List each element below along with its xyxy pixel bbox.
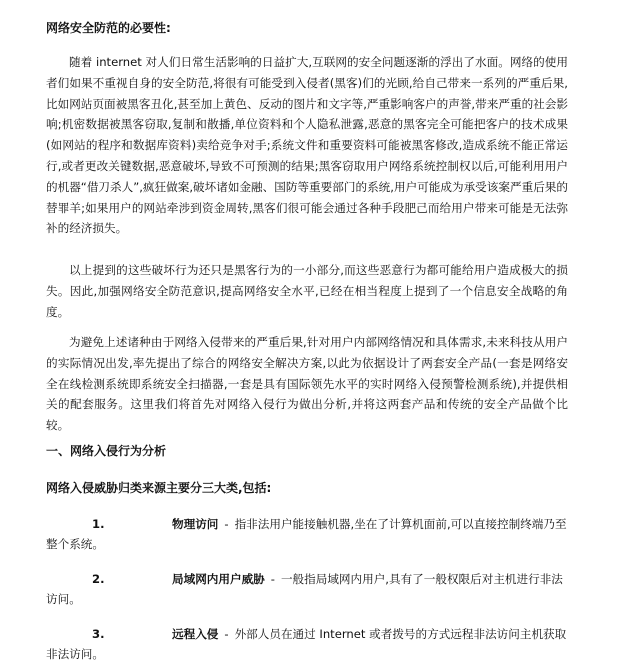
item-term: 远程入侵 <box>172 627 219 641</box>
item-description: 外部人员在通过 Internet 或者拨号的方式远程非法访问主机获取非法访问。 <box>46 627 567 661</box>
item-number: 2. <box>92 572 105 586</box>
item-term: 局域网内用户威胁 <box>172 572 265 586</box>
list-item <box>46 624 568 664</box>
section-one-title: 一、网络入侵行为分析 <box>46 444 167 458</box>
item-separator: - <box>270 572 275 586</box>
section-title: 网络安全防范的必要性: <box>46 21 171 35</box>
paragraph-3: 为避免上述诸种由于网络入侵带来的严重后果,针对用户内部网络情况和具体需求,未来科技从用户的实际情况出发,率先提出了综合的网络安全解决方案,以此为依据设计了两套安全产品(一套是网络安全在线检测系统即系统安全扫描器,一套是具有国际领先水平的实时网络入侵预警检测系统),并提供相关的配套服务。这里我们将首先对网络入侵行为做出分析,并将这两套产品和传统的安全产品做个比较。 <box>46 335 568 433</box>
item-term: 物理访问 <box>172 517 219 531</box>
item-description: 一般指局域网内用户,具有了一般权限后对主机进行非法访问。 <box>46 572 563 606</box>
subheading: 网络入侵威胁归类来源主要分三大类,包括: <box>46 481 272 495</box>
paragraph-1: 随着 internet 对人们日常生活影响的日益扩大,互联网的安全问题逐渐的浮出了水面。网络的使用者们如果不重视自身的安全防范,将很有可能受到入侵者(黑客)们的光顾,给自己带来一系列的严重后果,比如网站页面被黑客丑化,甚至加上黄色、反动的图片和文字等,严重影响客户的声誉,带来严重的社会影响;机密数据被黑客窃取,复制和散播,单位资料和个人隐私泄露,恶意的黑客完全可能把客户的技术成果(如网站的程序和数据库资料)卖给竞争对手;系统文件和重要资料可能被黑客修改,造成系统不能正常运行,或者更改关键数据,恶意破坏,导致不可预测的结果;黑客窃取用户网络系统控制权以后,可能利用用户的机器“借刀杀人”,疯狂做案,破坏诸如金融、国防等重要部门的系统,用户可能成为承受该案严重后果的替罪羊;如果用户的网站牵涉到资金周转,黑客们很可能会通过各种手段肥己而给用户带来可能是无法弥补的经济损失。 <box>46 55 568 236</box>
item-separator: - <box>224 517 229 531</box>
item-separator: - <box>224 627 229 641</box>
paragraph-2: 以上提到的这些破坏行为还只是黑客行为的一小部分,而这些恶意行为都可能给用户造成极大的损失。因此,加强网络安全防范意识,提高网络安全水平,已经在相当程度上提到了一个信息安全战略的角度。 <box>46 263 568 319</box>
item-description: 指非法用户能接触机器,坐在了计算机面前,可以直接控制终端乃至整个系统。 <box>46 517 567 551</box>
list-item <box>46 514 568 554</box>
item-number: 1. <box>92 517 105 531</box>
list-item <box>46 569 568 609</box>
item-number: 3. <box>92 627 105 641</box>
